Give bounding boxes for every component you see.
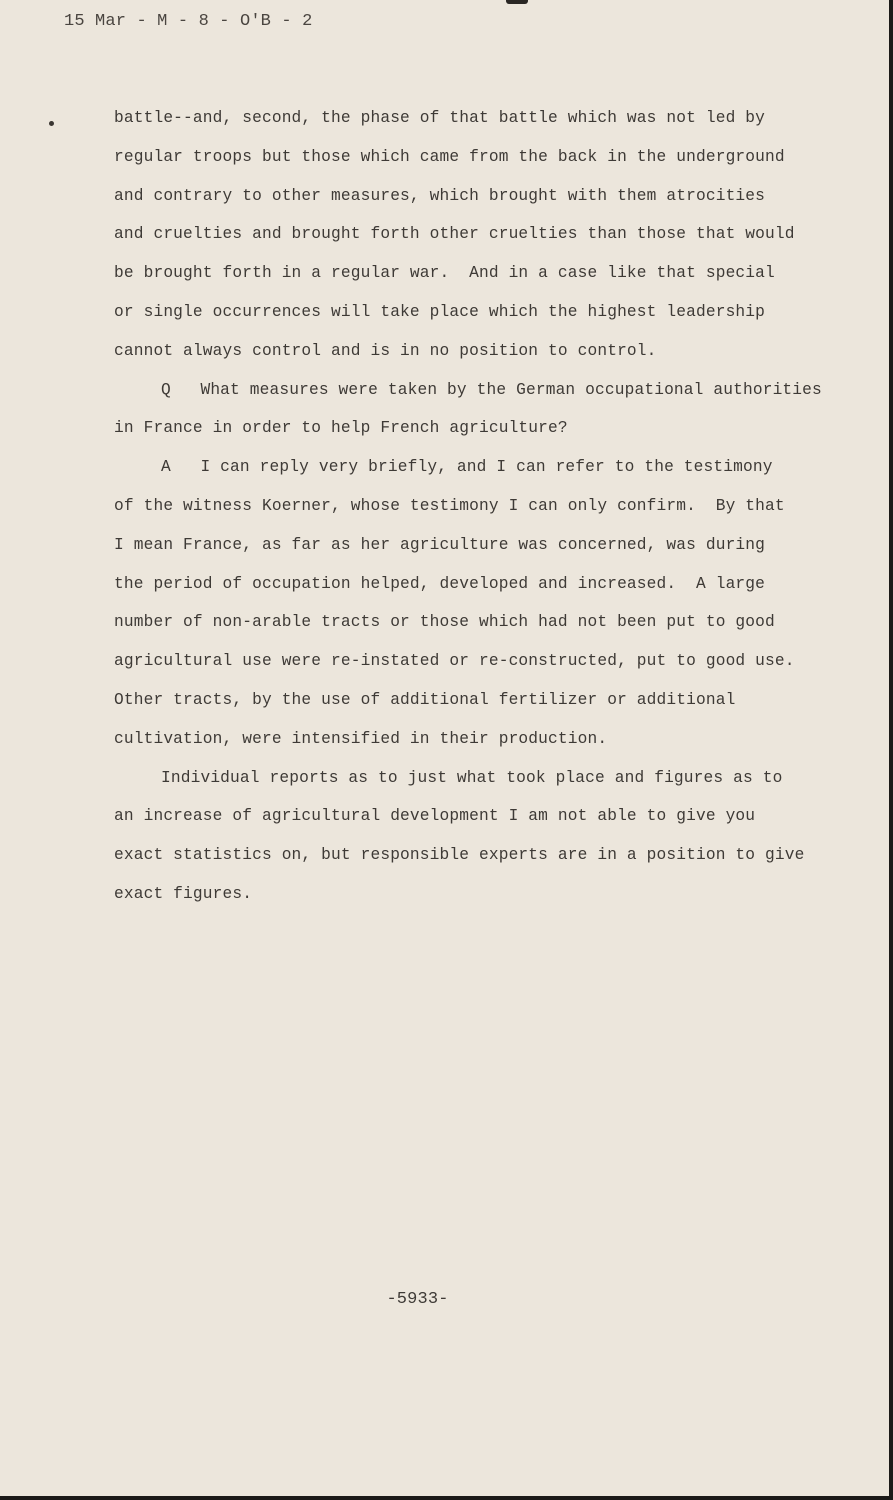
text-line: in France in order to help French agriculture? <box>114 419 568 438</box>
text-line: I mean France, as far as her agriculture was concerned, was during <box>114 535 766 554</box>
text-line: cultivation, were intensified in their production. <box>114 729 608 748</box>
paragraph-start-line: Individual reports as to just what took place and figures as to <box>161 768 783 787</box>
text-line: agricultural use were re-instated or re-constructed, put to good use. <box>114 652 795 671</box>
transcript-body <box>114 104 822 919</box>
text-line: exact statistics on, but responsible experts are in a position to give <box>114 846 805 865</box>
question-line: Q What measures were taken by the German occupational authorities <box>161 380 822 399</box>
answer-line: A I can reply very briefly, and I can refer to the testimony <box>161 458 773 477</box>
margin-mark <box>49 121 54 126</box>
text-line: battle--and, second, the phase of that battle which was not led by <box>114 109 766 127</box>
text-line: exact figures. <box>114 884 253 903</box>
text-line: the period of occupation helped, developed and increased. A large <box>114 574 766 593</box>
text-line: Other tracts, by the use of additional fertilizer or additional <box>114 690 736 709</box>
text-line: number of non-arable tracts or those which had not been put to good <box>114 613 775 632</box>
text-line: or single occurrences will take place which the highest leadership <box>114 302 766 321</box>
text-line: of the witness Koerner, whose testimony I can only confirm. By that <box>114 496 785 515</box>
text-line: and contrary to other measures, which brought with them atrocities <box>114 186 766 205</box>
document-header-code: 15 Mar - M - 8 - O'B - 2 <box>64 12 313 31</box>
page-number: -5933- <box>386 1290 449 1309</box>
text-line: regular troops but those which came from the back in the underground <box>114 147 785 166</box>
text-line: an increase of agricultural development I am not able to give you <box>114 807 756 826</box>
text-line: and cruelties and brought forth other cruelties than those that would <box>114 225 795 244</box>
text-line: cannot always control and is in no position to control. <box>114 341 657 360</box>
binding-mark <box>506 0 528 4</box>
text-line: be brought forth in a regular war. And in a case like that special <box>114 264 775 283</box>
